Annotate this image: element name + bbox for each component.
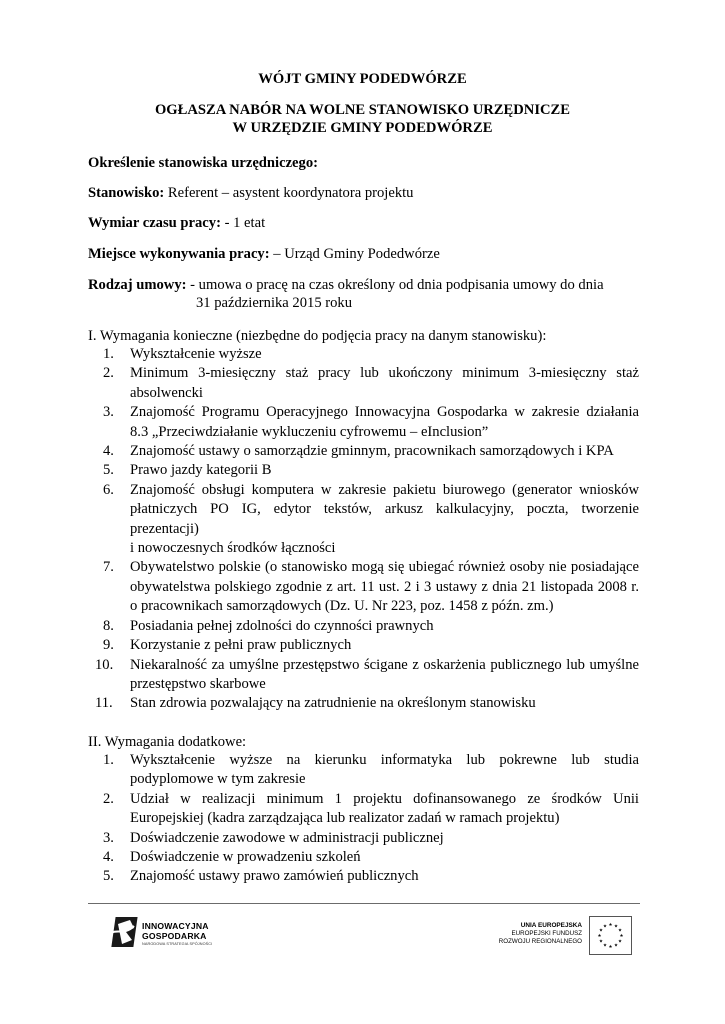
position-label: Stanowisko: (88, 185, 165, 201)
place-field (88, 245, 648, 263)
list-item-number: 3. (103, 404, 114, 421)
eu-line1: UNIA EUROPEJSKA (520, 922, 582, 929)
eu-star-icon (609, 945, 612, 948)
list-item (103, 790, 639, 829)
list-item-number: 2. (103, 365, 114, 382)
header-office: W URZĘDZIE GMINY PODEDWÓRZE (232, 120, 493, 136)
list-item (95, 694, 639, 713)
list-item-text: Korzystanie z pełni praw publicznych (130, 637, 352, 654)
list-item-number: 4. (103, 443, 114, 460)
list-item-text: Wykształcenie wyższe na kierunku informatyka lub pokrewne lub studia (130, 752, 639, 768)
eu-flag-icon (589, 916, 632, 955)
list-item (95, 656, 639, 695)
eu-star-icon (599, 928, 602, 931)
ig-line1: INNOWACYJNA (142, 921, 209, 931)
eu-star-icon (618, 939, 621, 942)
list-item-text: absolwencki (130, 384, 203, 401)
eu-star-icon (599, 939, 602, 942)
eu-star-icon (598, 934, 601, 937)
list-item-text: przestępstwo skarbowe (130, 675, 266, 692)
hours-value: - 1 etat (220, 215, 266, 231)
list-item-number: 11. (95, 695, 113, 712)
hours-field (88, 214, 648, 232)
list-item-text: Znajomość ustawy prawo zamówień publicznych (130, 868, 419, 885)
list-item (103, 403, 639, 442)
place-value: – Urząd Gminy Podedwórze (269, 246, 440, 262)
list-item (103, 364, 639, 403)
eu-star-icon (603, 943, 606, 946)
list-item-text: Obywatelstwo polskie (o stanowisko mogą się ubiegać również osoby nie posiadające (130, 559, 639, 576)
section1-heading: I. Wymagania konieczne (niezbędne do podjęcia pracy na danym stanowisku): (88, 328, 547, 344)
eu-line3: ROZWOJU REGIONALNEGO (498, 938, 582, 945)
list-item-text: Doświadczenie w prowadzeniu szkoleń (130, 849, 361, 866)
ig-line2: GOSPODARKA (142, 930, 207, 941)
list-item-text: obywatelstwa polskiego zgodnie z art. 11 ust. 2 i 3 ustawy z dnia 21 listopada 2008 r. (130, 578, 639, 595)
footer-divider (88, 903, 640, 904)
definition-heading: Określenie stanowiska urzędniczego: (88, 155, 318, 171)
list-item-number: 1. (103, 346, 114, 362)
ig-emblem-icon (110, 917, 138, 947)
ig-line3: NARODOWA STRATEGIA SPÓJNOŚCI (142, 942, 213, 946)
list-item-text: Znajomość ustawy o samorządzie gminnym, pracownikach samorządowych i KPA (130, 443, 614, 460)
section1-list (95, 345, 639, 714)
list-item-number: 1. (103, 752, 114, 768)
place-label: Miejsce wykonywania pracy: (88, 246, 270, 262)
list-item-text: podyplomowe w tym zakresie (130, 771, 306, 788)
list-item-number: 6. (103, 481, 114, 498)
eu-star-icon (618, 928, 621, 931)
list-item-text: i nowoczesnych środków łączności (130, 540, 336, 557)
list-item-text: Doświadczenie zawodowe w administracji publicznej (130, 829, 444, 846)
list-item (103, 867, 639, 886)
list-item-number: 4. (103, 849, 114, 866)
eu-star-icon (620, 934, 623, 937)
list-item-text: o pracownikach samorządowych (Dz. U. Nr 223, poz. 1458 z późn. zm.) (130, 598, 554, 615)
list-item-text: Znajomość obsługi komputera w zakresie pakietu biurowego (generator wniosków (130, 481, 639, 498)
list-item (103, 617, 639, 636)
list-item-text: prezentacji) (130, 520, 199, 537)
list-item-number: 9. (103, 637, 114, 654)
list-item-number: 10. (95, 656, 114, 673)
list-item-text: Posiadania pełnej zdolności do czynności prawnych (130, 617, 434, 634)
list-item-number: 5. (103, 868, 114, 885)
list-item (103, 829, 639, 848)
list-item (103, 442, 639, 461)
list-item-text: 8.3 „Przeciwdziałanie wykluczeniu cyfrowemu – eInclusion” (130, 423, 489, 440)
list-item-number: 2. (103, 790, 114, 807)
ig-logo-text (142, 922, 212, 947)
contract-value-line1: - umowa o pracę na czas określony od dnia podpisania umowy do dnia (186, 277, 604, 293)
hours-label: Wymiar czasu pracy: (88, 215, 221, 231)
list-item-text: Minimum 3-miesięczny staż pracy lub ukończony minimum 3-miesięczny staż (130, 365, 639, 382)
list-item-text: Udział w realizacji minimum 1 projektu dofinansowanego ze środków Unii (130, 790, 639, 807)
list-item-text: Stan zdrowia pozwalający na zatrudnienie na określonym stanowisku (130, 695, 536, 712)
list-item-text: Wykształcenie wyższe (130, 346, 262, 362)
list-item (103, 461, 639, 480)
list-item-text: Niekaralność za umyślne przestępstwo ścigane z oskarżenia publicznego lub umyślne (130, 656, 639, 673)
section2-heading: II. Wymagania dodatkowe: (88, 734, 247, 750)
eu-logo-text (499, 922, 582, 946)
contract-label: Rodzaj umowy: (88, 277, 187, 293)
list-item (103, 481, 639, 559)
list-item-text: Prawo jazdy kategorii B (130, 462, 272, 479)
list-item-number: 8. (103, 617, 114, 634)
list-item-number: 7. (103, 559, 114, 576)
list-item (103, 636, 639, 655)
list-item (103, 751, 639, 790)
header-title: WÓJT GMINY PODEDWÓRZE (258, 71, 467, 87)
list-item (103, 345, 639, 364)
list-item-text: Znajomość Programu Operacyjnego Innowacyjna Gospodarka w zakresie działania (130, 404, 639, 421)
contract-value-line2: 31 października 2015 roku (196, 295, 353, 311)
eu-star-icon (614, 943, 617, 946)
list-item-number: 3. (103, 829, 114, 846)
list-item-text: Europejskiej (kadra zarządzająca lub realizator zadań w ramach projektu) (130, 810, 560, 827)
list-item-number: 5. (103, 462, 114, 479)
list-item (103, 848, 639, 867)
contract-field (88, 276, 648, 294)
section2-list (103, 751, 639, 887)
position-value: Referent – asystent koordynatora projektu (164, 185, 414, 201)
eu-star-icon (609, 923, 612, 926)
eu-line2: EUROPEJSKI FUNDUSZ (511, 930, 582, 937)
header-announcement: OGŁASZA NABÓR NA WOLNE STANOWISKO URZĘDNICZE (154, 102, 571, 118)
position-field (88, 184, 648, 202)
eu-star-icon (614, 924, 617, 927)
list-item-text: płatniczych PO IG, edytor tekstów, arkusz kalkulacyjny, poczta, tworzenie (130, 501, 639, 518)
eu-star-icon (603, 924, 606, 927)
list-item (103, 558, 639, 616)
